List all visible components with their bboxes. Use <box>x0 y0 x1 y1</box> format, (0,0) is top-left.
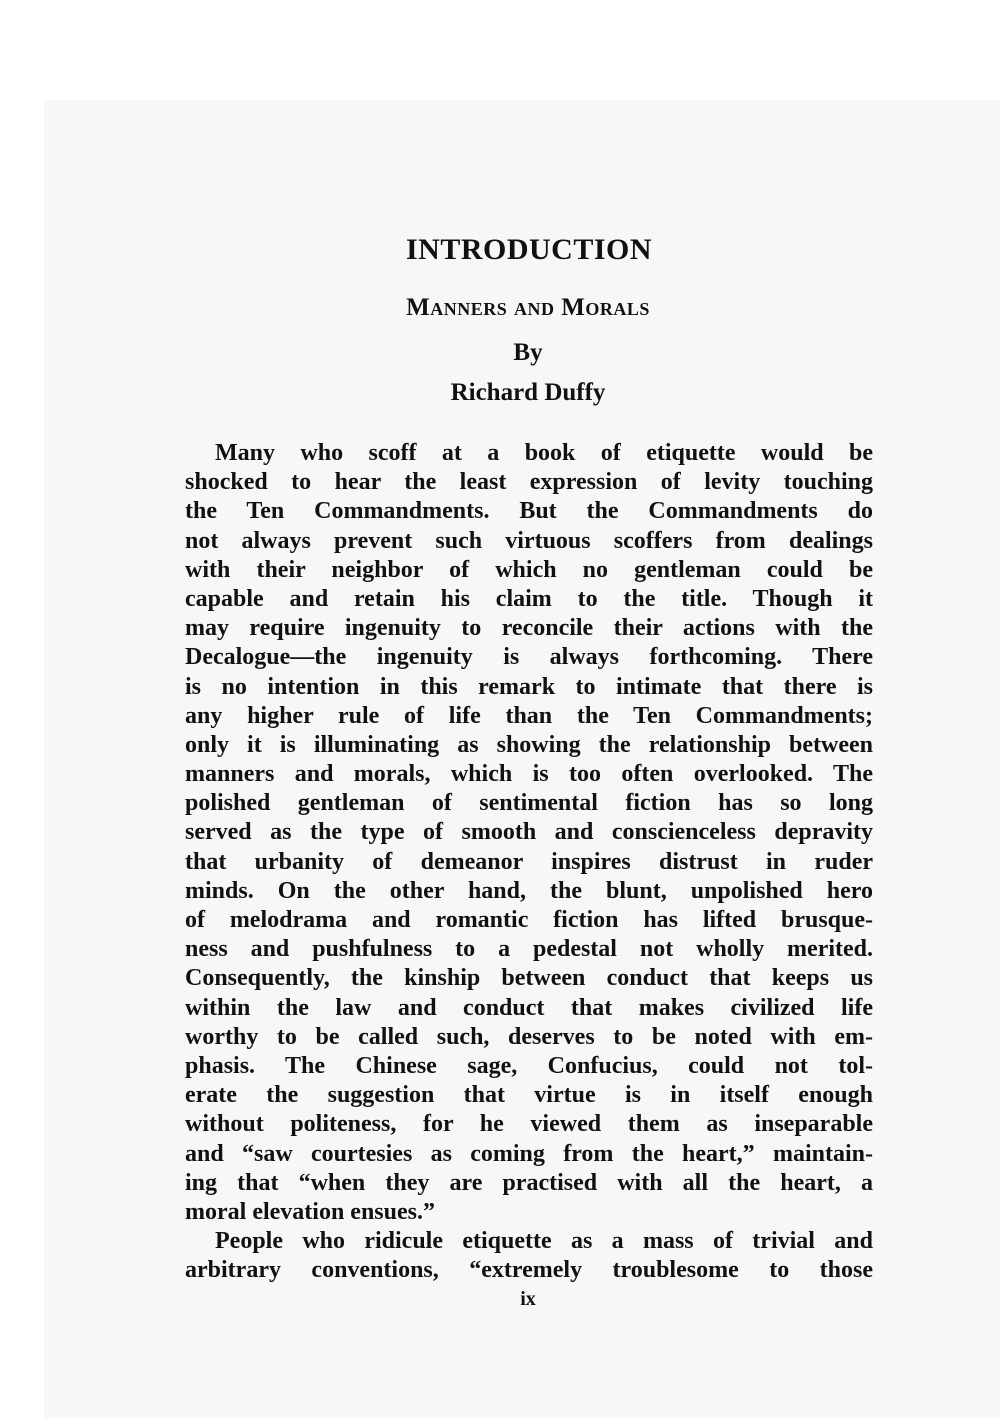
text-line: phasis. The Chinese sage, Confucius, could not tol- <box>185 1052 873 1079</box>
text-line: erate the suggestion that virtue is in itself enough <box>185 1082 873 1109</box>
text-line: and “saw courtesies as coming from the heart,” maintain- <box>185 1140 873 1167</box>
text-line: shocked to hear the least expression of levity touching <box>185 469 873 496</box>
text-line: not always prevent such virtuous scoffers from dealings <box>185 527 873 554</box>
text-line: the Ten Commandments. But the Commandments do <box>185 498 873 525</box>
text-line: ing that “when they are practised with all the heart, a <box>185 1169 873 1196</box>
body-text <box>185 439 873 1285</box>
text-line: polished gentleman of sentimental fiction has so long <box>185 790 873 817</box>
text-line: may require ingenuity to reconcile their actions with the <box>185 615 873 642</box>
text-line: that urbanity of demeanor inspires distrust in ruder <box>185 848 873 875</box>
chapter-subtitle: Manners and Morals <box>406 294 650 321</box>
text-line: minds. On the other hand, the blunt, unpolished hero <box>185 877 873 904</box>
text-line: without politeness, for he viewed them as inseparable <box>185 1111 873 1138</box>
text-line: Consequently, the kinship between conduct that keeps us <box>185 965 873 992</box>
page-number: ix <box>520 1288 536 1310</box>
text-line: Many who scoff at a book of etiquette would be <box>215 440 873 466</box>
text-line: within the law and conduct that makes civilized life <box>185 994 873 1021</box>
chapter-title: INTRODUCTION <box>405 233 653 266</box>
text-line: any higher rule of life than the Ten Commandments; <box>185 702 873 729</box>
text-line: with their neighbor of which no gentleman could be <box>185 556 873 583</box>
text-line: served as the type of smooth and conscienceless depravity <box>185 819 873 846</box>
text-line: only it is illuminating as showing the relationship between <box>185 731 873 758</box>
text-line: of melodrama and romantic fiction has lifted brusque- <box>185 907 873 933</box>
text-line: arbitrary conventions, “extremely troublesome to those <box>185 1257 873 1284</box>
text-line: capable and retain his claim to the title. Though it <box>185 585 873 612</box>
author-name: Richard Duffy <box>450 379 606 406</box>
text-line: worthy to be called such, deserves to be noted with em- <box>185 1023 873 1050</box>
text-line: People who ridicule etiquette as a mass of trivial and <box>215 1228 873 1255</box>
text-line: ness and pushfulness to a pedestal not wholly merited. <box>185 936 873 963</box>
text-line: manners and morals, which is too often overlooked. The <box>185 761 873 788</box>
text-line: is no intention in this remark to intimate that there is <box>185 673 873 700</box>
text-line: Decalogue—the ingenuity is always forthcoming. There <box>185 644 873 671</box>
text-line: moral elevation ensues.” <box>185 1198 435 1225</box>
byline-label: By <box>513 339 543 366</box>
